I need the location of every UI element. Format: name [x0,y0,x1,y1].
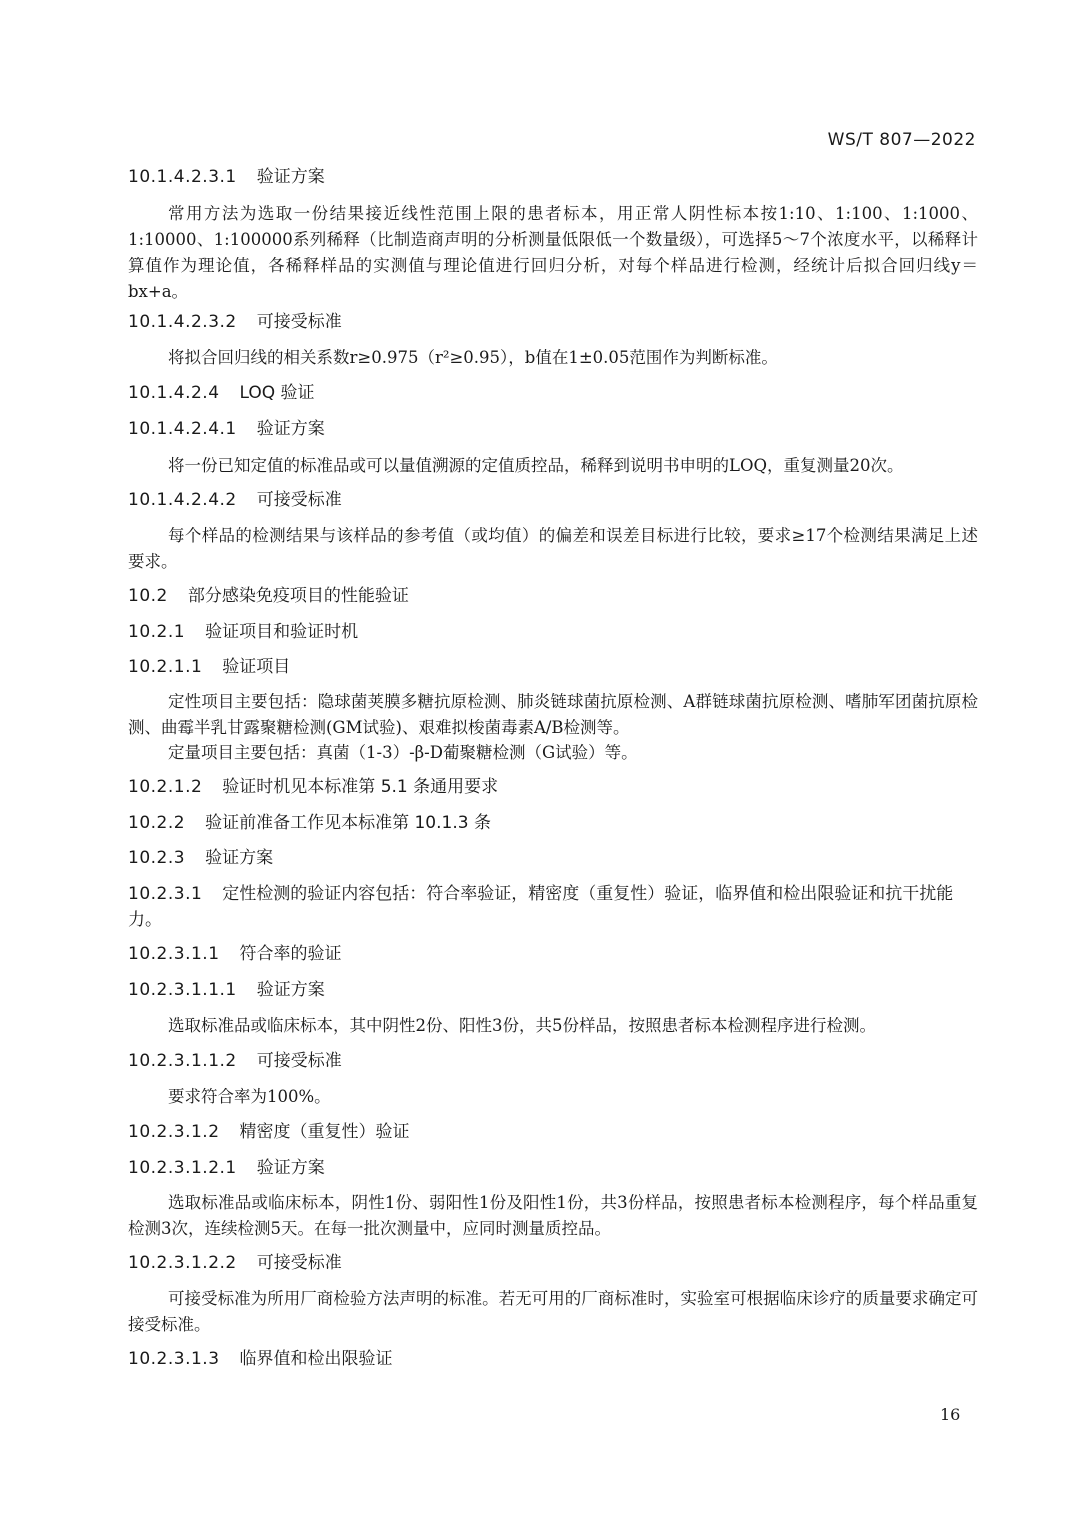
standard-code: WS/T 807—2022 [827,130,976,150]
section-heading: 10.1.4.2.3.1 验证方案 [128,167,325,187]
section-heading: 10.1.4.2.4.2 可接受标准 [128,490,342,510]
section-heading: 10.2.2 验证前准备工作见本标准第 10.1.3 条 [128,813,491,833]
paragraph: 将拟合回归线的相关系数r≥0.975（r²≥0.95），b值在1±0.05范围作为判断标准。 [168,348,778,367]
paragraph: 要求符合率为100%。 [168,1087,331,1106]
section-heading: 10.2 部分感染免疫项目的性能验证 [128,586,409,606]
paragraph: 定量项目主要包括：真菌（1-3）-β-D葡聚糖检测（G试验）等。 [168,743,638,762]
page-number: 16 [940,1405,961,1424]
section-heading: 10.2.3.1.1.2 可接受标准 [128,1051,342,1071]
paragraph: 每个样品的检测结果与该样品的参考值（或均值）的偏差和误差目标进行比较，要求≥17个检测结果满足上述要求。 [128,526,978,571]
paragraph: 定性项目主要包括：隐球菌荚膜多糖抗原检测、肺炎链球菌抗原检测、A群链球菌抗原检测、嗜肺军团菌抗原检测、曲霉半乳甘露聚糖检测(GM试验)、艰难拟梭菌毒素A/B检测等。 [128,692,978,737]
paragraph: 常用方法为选取一份结果接近线性范围上限的患者标本，用正常人阴性标本按1:10、1:100、1:1000、1:10000、1:100000系列稀释（比制造商声明的分析测量低限低一个数量级），可选择5～7个浓度水平，以稀释计算值作为理论值，各稀释样品的实测值与理论值进行回归分析，对每个样品进行检测，经统计后拟合回归线y＝bx+a。 [128,204,978,301]
section-heading: 10.1.4.2.4 LOQ 验证 [128,383,315,403]
paragraph: 可接受标准为所用厂商检验方法声明的标准。若无可用的厂商标准时，实验室可根据临床诊疗的质量要求确定可接受标准。 [128,1289,978,1334]
section-heading: 10.2.3.1.1 符合率的验证 [128,944,342,964]
section-heading: 10.2.3.1.2.2 可接受标准 [128,1253,342,1273]
section-heading: 10.2.3.1.3 临界值和检出限验证 [128,1349,393,1369]
section-heading: 10.2.3.1.2.1 验证方案 [128,1158,325,1178]
paragraph: 选取标准品或临床标本，阴性1份、弱阳性1份及阳性1份，共3份样品，按照患者标本检测程序，每个样品重复检测3次，连续检测5天。在每一批次测量中，应同时测量质控品。 [128,1193,978,1238]
section-heading: 10.2.1.1 验证项目 [128,657,291,677]
section-heading: 10.1.4.2.3.2 可接受标准 [128,312,342,332]
section-heading: 10.2.1.2 验证时机见本标准第 5.1 条通用要求 [128,777,499,797]
section-heading: 10.1.4.2.4.1 验证方案 [128,419,325,439]
section-heading: 10.2.1 验证项目和验证时机 [128,622,359,642]
section-heading: 10.2.3.1 定性检测的验证内容包括：符合率验证，精密度（重复性）验证，临界值和检出限验证和抗干扰能力。 [128,884,954,930]
section-heading: 10.2.3.1.2 精密度（重复性）验证 [128,1122,410,1142]
paragraph: 选取标准品或临床标本，其中阴性2份、阳性3份，共5份样品，按照患者标本检测程序进行检测。 [168,1016,876,1035]
section-heading: 10.2.3.1.1.1 验证方案 [128,980,325,1000]
section-heading: 10.2.3 验证方案 [128,848,274,868]
paragraph: 将一份已知定值的标准品或可以量值溯源的定值质控品，稀释到说明书申明的LOQ，重复测量20次。 [168,456,904,475]
